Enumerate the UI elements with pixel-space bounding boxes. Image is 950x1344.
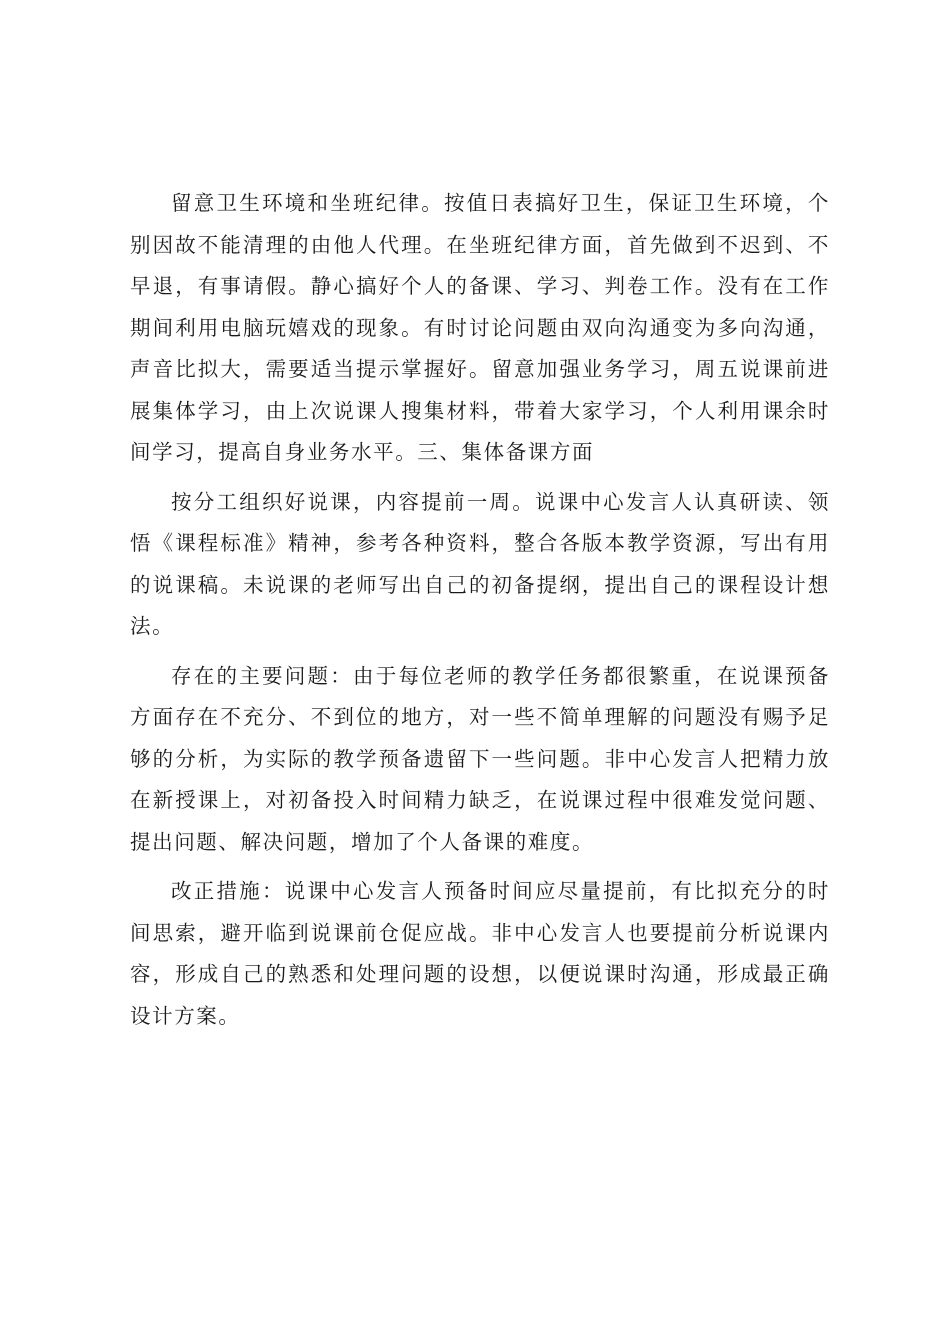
paragraph-corrective-measures: 改正措施：说课中心发言人预备时间应尽量提前，有比拟充分的时间思索，避开临到说课前仓促应战。非中心发言人也要提前分析说课内容，形成自己的熟悉和处理问题的设想，以便说课时沟通，形成最正确设计方案。 [130, 879, 830, 1028]
paragraph-hygiene-discipline: 留意卫生环境和坐班纪律。按值日表搞好卫生，保证卫生环境，个别因故不能清理的由他人代理。在坐班纪律方面，首先做到不迟到、不早退，有事请假。静心搞好个人的备课、学习、判卷工作。没有在工作期间利用电脑玩嬉戏的现象。有时讨论问题由双向沟通变为多向沟通，声音比拟大，需要适当提示掌握好。留意加强业务学习，周五说课前进展集体学习，由上次说课人搜集材料，带着大家学习，个人利用课余时间学习，提高自身业务水平。三、集体备课方面 [130, 191, 830, 464]
paragraph-main-problems: 存在的主要问题：由于每位老师的教学任务都很繁重，在说课预备方面存在不充分、不到位的地方，对一些不简单理解的问题没有赐予足够的分析，为实际的教学预备遗留下一些问题。非中心发言人把精力放在新授课上，对初备投入时间精力缺乏，在说课过程中很难发觉问题、提出问题、解决问题，增加了个人备课的难度。 [130, 663, 830, 854]
paragraph-lesson-arrangement: 按分工组织好说课，内容提前一周。说课中心发言人认真研读、领悟《课程标准》精神，参考各种资料，整合各版本教学资源，写出有用的说课稿。未说课的老师写出自己的初备提纲，提出自己的课程设计想法。 [130, 489, 830, 638]
document-body [130, 183, 830, 1045]
